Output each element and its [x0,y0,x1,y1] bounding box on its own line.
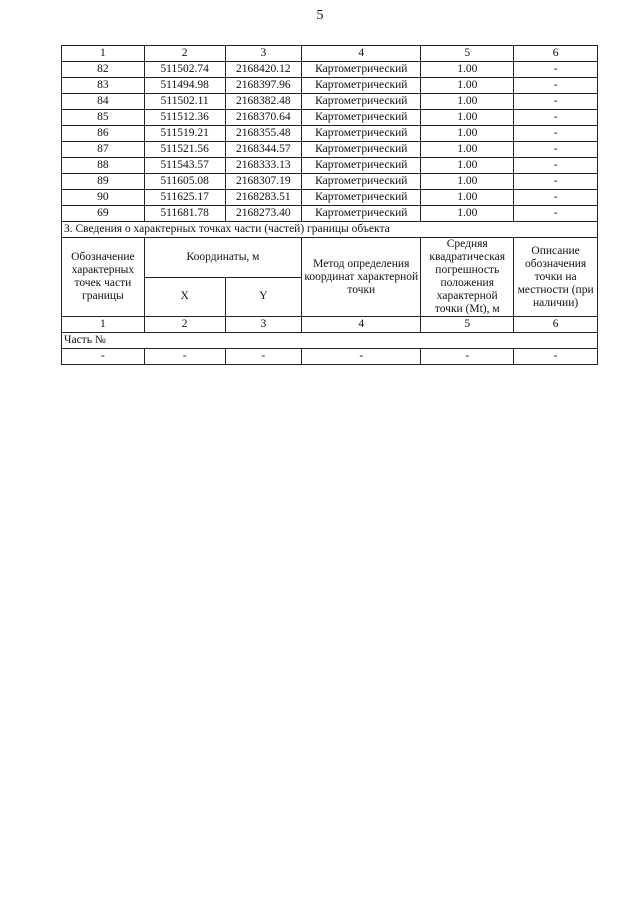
y-coordinate-cell: 2168397.96 [225,78,302,94]
x-coordinate-cell: 511502.74 [144,62,225,78]
table-row [62,190,598,206]
y-axis-header: Y [225,277,302,317]
page-number: 5 [316,8,324,23]
empty-cell: - [62,349,145,365]
table-row [62,78,598,94]
column-number-cell: 6 [514,317,598,333]
description-cell: - [514,78,598,94]
header-cell: 2 [144,46,225,62]
point-number-cell: 89 [62,174,145,190]
column-numbers-row [62,317,598,333]
table-row [62,158,598,174]
description-cell: - [514,126,598,142]
coordinates-table [61,45,598,365]
method-header: Метод определения координат характерной точки [302,238,421,317]
x-coordinate-cell: 511502.11 [144,94,225,110]
x-coordinate-cell: 511494.98 [144,78,225,94]
x-coordinate-cell: 511512.36 [144,110,225,126]
x-coordinate-cell: 511625.17 [144,190,225,206]
description-cell: - [514,158,598,174]
description-header: Описание обозначения точки на местности (при наличии) [514,238,598,317]
accuracy-header: Средняя квадратическая погрешность положения характерной точки (Mt), м [421,238,514,317]
column-number-cell: 2 [144,317,225,333]
method-cell: Картометрический [302,78,421,94]
table-row [62,62,598,78]
accuracy-cell: 1.00 [421,78,514,94]
empty-cell: - [514,349,598,365]
header-cell: 6 [514,46,598,62]
point-number-cell: 82 [62,62,145,78]
description-cell: - [514,206,598,222]
point-number-cell: 84 [62,94,145,110]
header-cell: 4 [302,46,421,62]
accuracy-cell: 1.00 [421,126,514,142]
table-row [62,206,598,222]
table-row [62,94,598,110]
accuracy-cell: 1.00 [421,158,514,174]
column-number-cell: 5 [421,317,514,333]
y-coordinate-cell: 2168382.48 [225,94,302,110]
accuracy-cell: 1.00 [421,190,514,206]
accuracy-cell: 1.00 [421,174,514,190]
x-coordinate-cell: 511521.56 [144,142,225,158]
empty-cell: - [302,349,421,365]
description-cell: - [514,94,598,110]
table-row [62,174,598,190]
header-cell: 5 [421,46,514,62]
description-cell: - [514,62,598,78]
table-row [62,349,598,365]
x-coordinate-cell: 511519.21 [144,126,225,142]
point-number-cell: 88 [62,158,145,174]
y-coordinate-cell: 2168420.12 [225,62,302,78]
description-cell: - [514,174,598,190]
table-row [62,126,598,142]
table1-header-row [62,46,598,62]
point-number-cell: 86 [62,126,145,142]
table-row [62,142,598,158]
point-number-cell: 69 [62,206,145,222]
method-cell: Картометрический [302,190,421,206]
y-coordinate-cell: 2168333.13 [225,158,302,174]
method-cell: Картометрический [302,142,421,158]
x-coordinate-cell: 511681.78 [144,206,225,222]
section-title-row [62,222,598,238]
method-cell: Картометрический [302,174,421,190]
part-label-row [62,333,598,349]
point-number-cell: 83 [62,78,145,94]
y-coordinate-cell: 2168283.51 [225,190,302,206]
y-coordinate-cell: 2168307.19 [225,174,302,190]
column-number-cell: 1 [62,317,145,333]
method-cell: Картометрический [302,110,421,126]
accuracy-cell: 1.00 [421,62,514,78]
empty-cell: - [421,349,514,365]
point-number-cell: 87 [62,142,145,158]
section-title: 3. Сведения о характерных точках части (частей) границы объекта [62,222,598,238]
empty-cell: - [144,349,225,365]
point-number-cell: 85 [62,110,145,126]
accuracy-cell: 1.00 [421,142,514,158]
column-number-cell: 4 [302,317,421,333]
section3-header-row [62,238,598,278]
x-axis-header: X [144,277,225,317]
point-designation-header: Обозначение характерных точек части границы [62,238,145,317]
x-coordinate-cell: 511543.57 [144,158,225,174]
method-cell: Картометрический [302,206,421,222]
header-cell: 3 [225,46,302,62]
method-cell: Картометрический [302,158,421,174]
accuracy-cell: 1.00 [421,206,514,222]
accuracy-cell: 1.00 [421,94,514,110]
method-cell: Картометрический [302,62,421,78]
description-cell: - [514,142,598,158]
description-cell: - [514,190,598,206]
table-row [62,110,598,126]
coordinates-header: Координаты, м [144,238,301,278]
header-cell: 1 [62,46,145,62]
y-coordinate-cell: 2168344.57 [225,142,302,158]
x-coordinate-cell: 511605.08 [144,174,225,190]
empty-cell: - [225,349,302,365]
method-cell: Картометрический [302,94,421,110]
accuracy-cell: 1.00 [421,110,514,126]
description-cell: - [514,110,598,126]
y-coordinate-cell: 2168355.48 [225,126,302,142]
column-number-cell: 3 [225,317,302,333]
method-cell: Картометрический [302,126,421,142]
y-coordinate-cell: 2168370.64 [225,110,302,126]
point-number-cell: 90 [62,190,145,206]
y-coordinate-cell: 2168273.40 [225,206,302,222]
part-label: Часть № [62,333,598,349]
